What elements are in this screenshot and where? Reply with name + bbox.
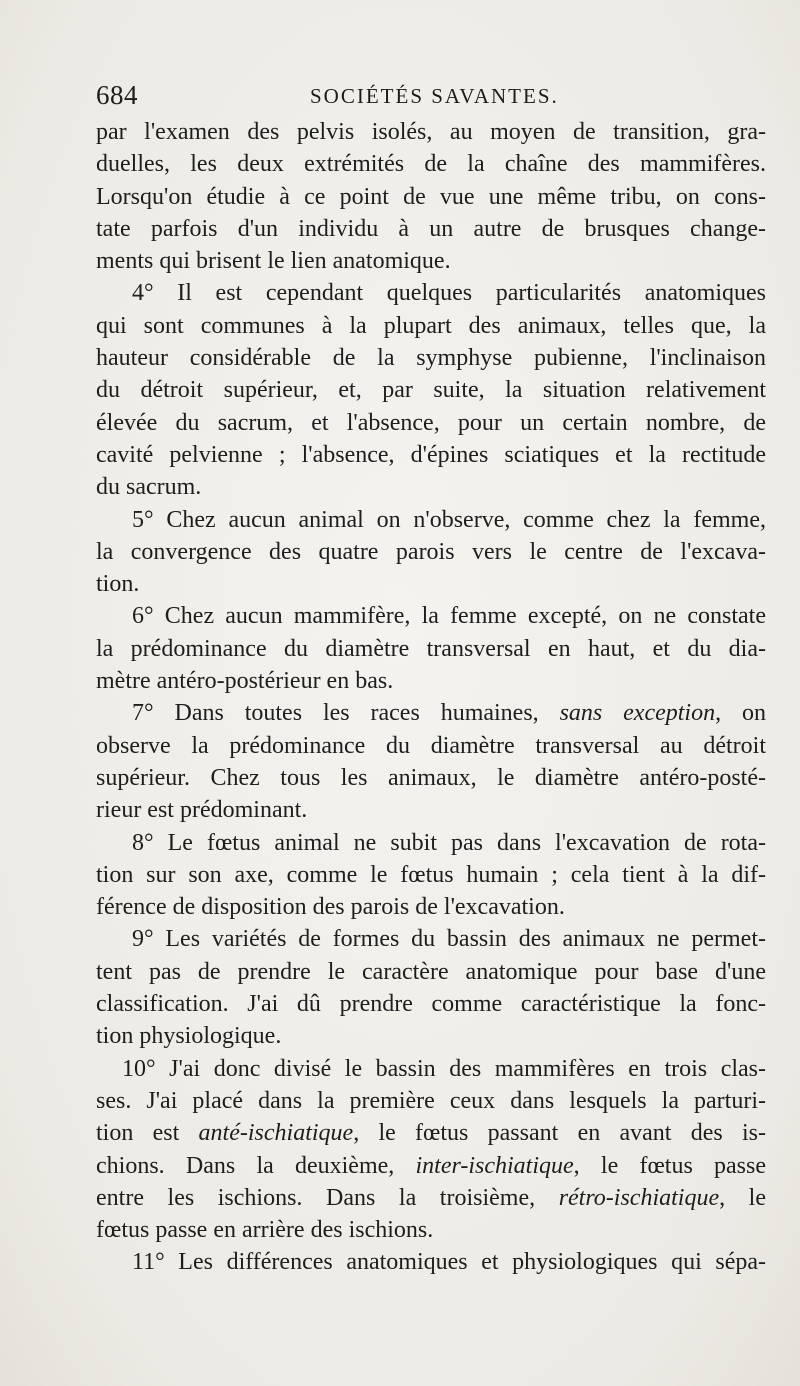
text-segment: mètre antéro-postérieur en bas. <box>96 668 394 695</box>
text-segment: entre les ischions. Dans la troisième, <box>96 1184 559 1211</box>
italic-term: anté-ischiatique <box>198 1120 354 1147</box>
text-line <box>96 116 766 148</box>
text-line <box>96 730 766 762</box>
text-segment: 6° Chez aucun mammifère, la femme excepté, on ne constate <box>132 603 766 630</box>
text-segment: supérieur. Chez tous les animaux, le diamètre antéro-posté- <box>96 764 766 791</box>
text-line <box>96 697 766 729</box>
text-segment: , le fœtus passe <box>573 1152 766 1179</box>
text-line <box>96 633 766 665</box>
text-segment: fœtus passe en arrière des ischions. <box>96 1217 434 1244</box>
text-line <box>96 471 766 503</box>
text-line <box>96 1150 766 1182</box>
text-segment: duelles, les deux extrémités de la chaîne des mammifères. <box>96 151 766 178</box>
text-line <box>96 988 766 1020</box>
text-line <box>96 342 766 374</box>
text-segment: , on <box>715 700 766 727</box>
text-segment: tion sur son axe, comme le fœtus humain ; cela tient à la dif- <box>96 861 766 888</box>
text-segment: ments qui brisent le lien anatomique. <box>96 248 451 275</box>
italic-term: sans exception <box>559 700 716 727</box>
text-line <box>96 600 766 632</box>
text-segment: 11° Les différences anatomiques et physiologiques qui sépa- <box>132 1249 766 1276</box>
text-line <box>96 1246 766 1278</box>
text-line <box>96 665 766 697</box>
text-segment: 4° Il est cependant quelques particularités anatomiques <box>132 280 766 307</box>
text-line <box>96 181 766 213</box>
text-line <box>96 1214 766 1246</box>
text-segment: 8° Le fœtus animal ne subit pas dans l'excavation de rota- <box>132 829 766 856</box>
text-line <box>96 859 766 891</box>
text-segment: 9° Les variétés de formes du bassin des animaux ne permet- <box>132 926 766 953</box>
text-line <box>96 213 766 245</box>
text-line <box>96 794 766 826</box>
text-segment: tion physiologique. <box>96 1023 282 1050</box>
text-segment: classification. J'ai dû prendre comme caractéristique la fonc- <box>96 991 766 1018</box>
text-segment: tion. <box>96 571 140 598</box>
text-line <box>96 407 766 439</box>
running-head: SOCIÉTÉS SAVANTES. <box>310 84 559 108</box>
italic-term: rétro-ischiatique <box>558 1184 720 1211</box>
text-line <box>96 827 766 859</box>
text-line <box>96 1020 766 1052</box>
text-segment: élevée du sacrum, et l'absence, pour un certain nombre, de <box>96 409 766 436</box>
text-segment: par l'examen des pelvis isolés, au moyen de transition, gra- <box>96 119 766 145</box>
text-segment: cavité pelvienne ; l'absence, d'épines sciatiques et la rectitude <box>96 441 766 468</box>
text-line <box>96 568 766 600</box>
text-segment: 10° J'ai donc divisé le bassin des mammifères en trois clas- <box>122 1055 766 1082</box>
text-segment: tion est <box>96 1120 199 1147</box>
text-line <box>96 310 766 342</box>
body-text <box>96 116 766 1279</box>
text-segment: du détroit supérieur, et, par suite, la situation relativement <box>96 377 766 404</box>
text-line <box>96 1182 766 1214</box>
text-segment: rieur est prédominant. <box>96 797 308 824</box>
text-segment: observe la prédominance du diamètre transversal au détroit <box>96 732 766 759</box>
text-segment: tate parfois d'un individu à un autre de brusques change- <box>96 215 766 242</box>
text-line <box>96 277 766 309</box>
text-segment: , le <box>719 1184 766 1211</box>
text-segment: ses. J'ai placé dans la première ceux dans lesquels la parturi- <box>96 1087 766 1114</box>
text-line <box>96 956 766 988</box>
text-line <box>96 536 766 568</box>
text-segment: Lorsqu'on étudie à ce point de vue une même tribu, on cons- <box>96 183 766 210</box>
text-line <box>96 923 766 955</box>
text-line <box>96 762 766 794</box>
text-segment: chions. Dans la deuxième, <box>96 1152 416 1179</box>
text-segment: la prédominance du diamètre transversal en haut, et du dia- <box>96 635 766 662</box>
text-line <box>96 148 766 180</box>
text-line <box>96 504 766 536</box>
text-line <box>96 439 766 471</box>
text-segment: , le fœtus passant en avant des is- <box>353 1120 766 1147</box>
text-segment: hauteur considérable de la symphyse pubienne, l'inclinaison <box>96 345 766 372</box>
text-segment: la convergence des quatre parois vers le centre de l'excava- <box>96 538 766 565</box>
text-segment: du sacrum. <box>96 474 202 501</box>
page-number: 684 <box>96 80 138 110</box>
italic-term: inter-ischiatique <box>415 1152 574 1179</box>
text-line <box>96 891 766 923</box>
text-line <box>96 1053 766 1085</box>
page-header <box>96 80 716 114</box>
text-line <box>96 374 766 406</box>
text-segment: qui sont communes à la plupart des animaux, telles que, la <box>96 312 766 339</box>
text-line <box>96 1085 766 1117</box>
text-segment: 7° Dans toutes les races humaines, <box>132 700 560 727</box>
text-segment: férence de disposition des parois de l'excavation. <box>96 894 565 921</box>
text-line <box>96 245 766 277</box>
text-segment: tent pas de prendre le caractère anatomique pour base d'une <box>96 958 766 985</box>
text-segment: 5° Chez aucun animal on n'observe, comme chez la femme, <box>132 506 766 533</box>
text-line <box>96 1117 766 1149</box>
